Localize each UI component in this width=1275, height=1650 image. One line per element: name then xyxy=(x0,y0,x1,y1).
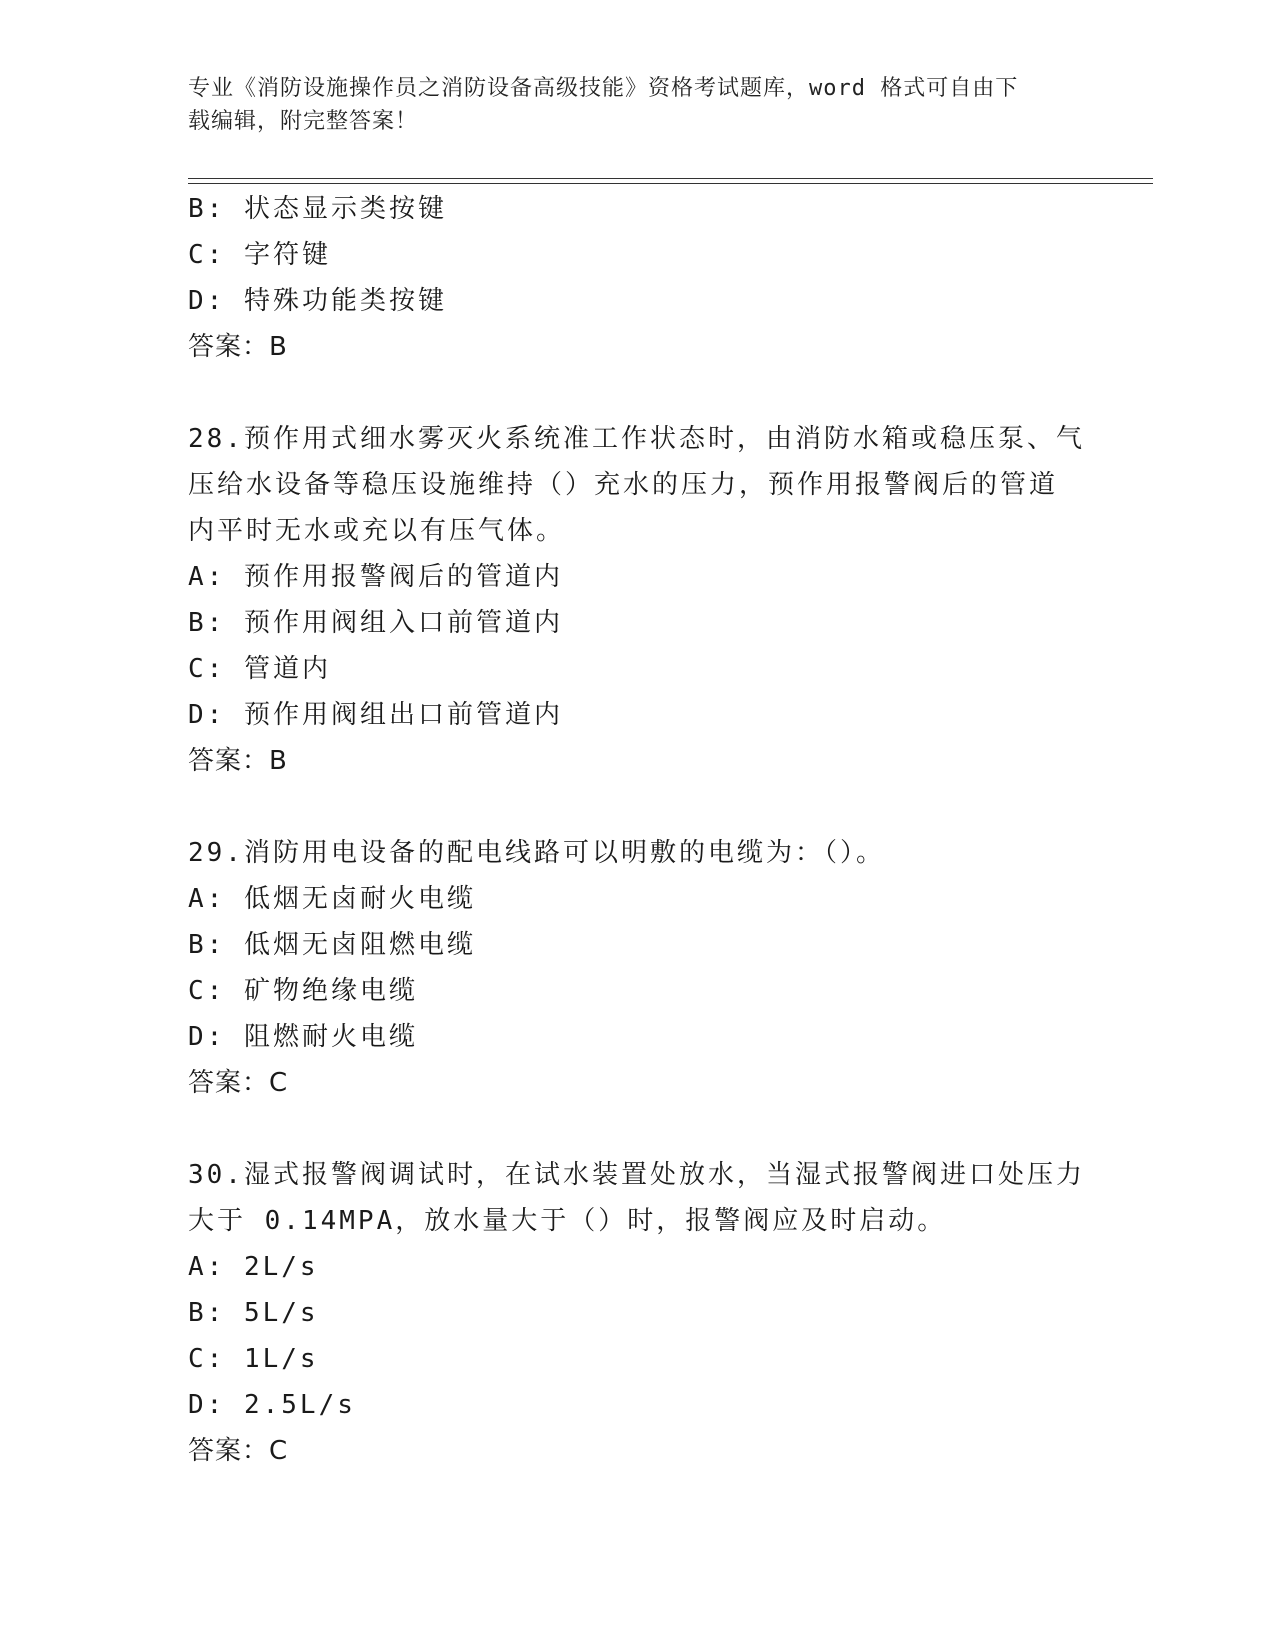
option-c: C: 字符键 xyxy=(188,240,331,270)
answer-line: 答案：C xyxy=(188,1436,289,1466)
option-d: D: 特殊功能类按键 xyxy=(188,286,447,316)
option-c: C: 矿物绝缘电缆 xyxy=(188,976,418,1006)
header-line-2: 载编辑，附完整答案！ xyxy=(188,109,419,134)
option-d: D: 预作用阀组出口前管道内 xyxy=(188,700,563,730)
option-a: A: 预作用报警阀后的管道内 xyxy=(188,562,563,592)
answer-line: 答案：B xyxy=(188,746,288,776)
question-29 xyxy=(188,830,1088,1106)
option-b: B: 预作用阀组入口前管道内 xyxy=(188,608,563,638)
header-line-1: 专业《消防设施操作员之消防设备高级技能》资格考试题库，word 格式可自由下 xyxy=(188,76,1019,101)
option-c: C: 1L/s xyxy=(188,1344,319,1374)
document-body xyxy=(188,186,1088,1474)
question-text-line: 29.消防用电设备的配电线路可以明敷的电缆为：（）。 xyxy=(188,838,885,868)
answer-line: 答案：C xyxy=(188,1068,289,1098)
option-b: B: 5L/s xyxy=(188,1298,319,1328)
option-b: B: 低烟无卤阻燃电缆 xyxy=(188,930,476,960)
question-text-line: 压给水设备等稳压设施维持（）充水的压力，预作用报警阀后的管道 xyxy=(188,470,1059,500)
option-a: A: 低烟无卤耐火电缆 xyxy=(188,884,476,914)
question-text-line: 内平时无水或充以有压气体。 xyxy=(188,516,566,546)
question-text-line: 28.预作用式细水雾灭火系统准工作状态时，由消防水箱或稳压泵、气 xyxy=(188,424,1085,454)
previous-question xyxy=(188,186,1088,370)
option-b: B: 状态显示类按键 xyxy=(188,194,447,224)
option-a: A: 2L/s xyxy=(188,1252,319,1282)
question-30 xyxy=(188,1152,1088,1474)
question-text-line: 大于 0.14MPA，放水量大于（）时，报警阀应及时启动。 xyxy=(188,1206,947,1236)
option-d: D: 2.5L/s xyxy=(188,1390,356,1420)
question-28 xyxy=(188,416,1088,784)
answer-line: 答案：B xyxy=(188,332,288,362)
option-d: D: 阻燃耐火电缆 xyxy=(188,1022,418,1052)
option-c: C: 管道内 xyxy=(188,654,331,684)
header-divider xyxy=(188,178,1153,184)
document-header xyxy=(188,72,1088,138)
question-text-line: 30.湿式报警阀调试时，在试水装置处放水，当湿式报警阀进口处压力 xyxy=(188,1160,1085,1190)
